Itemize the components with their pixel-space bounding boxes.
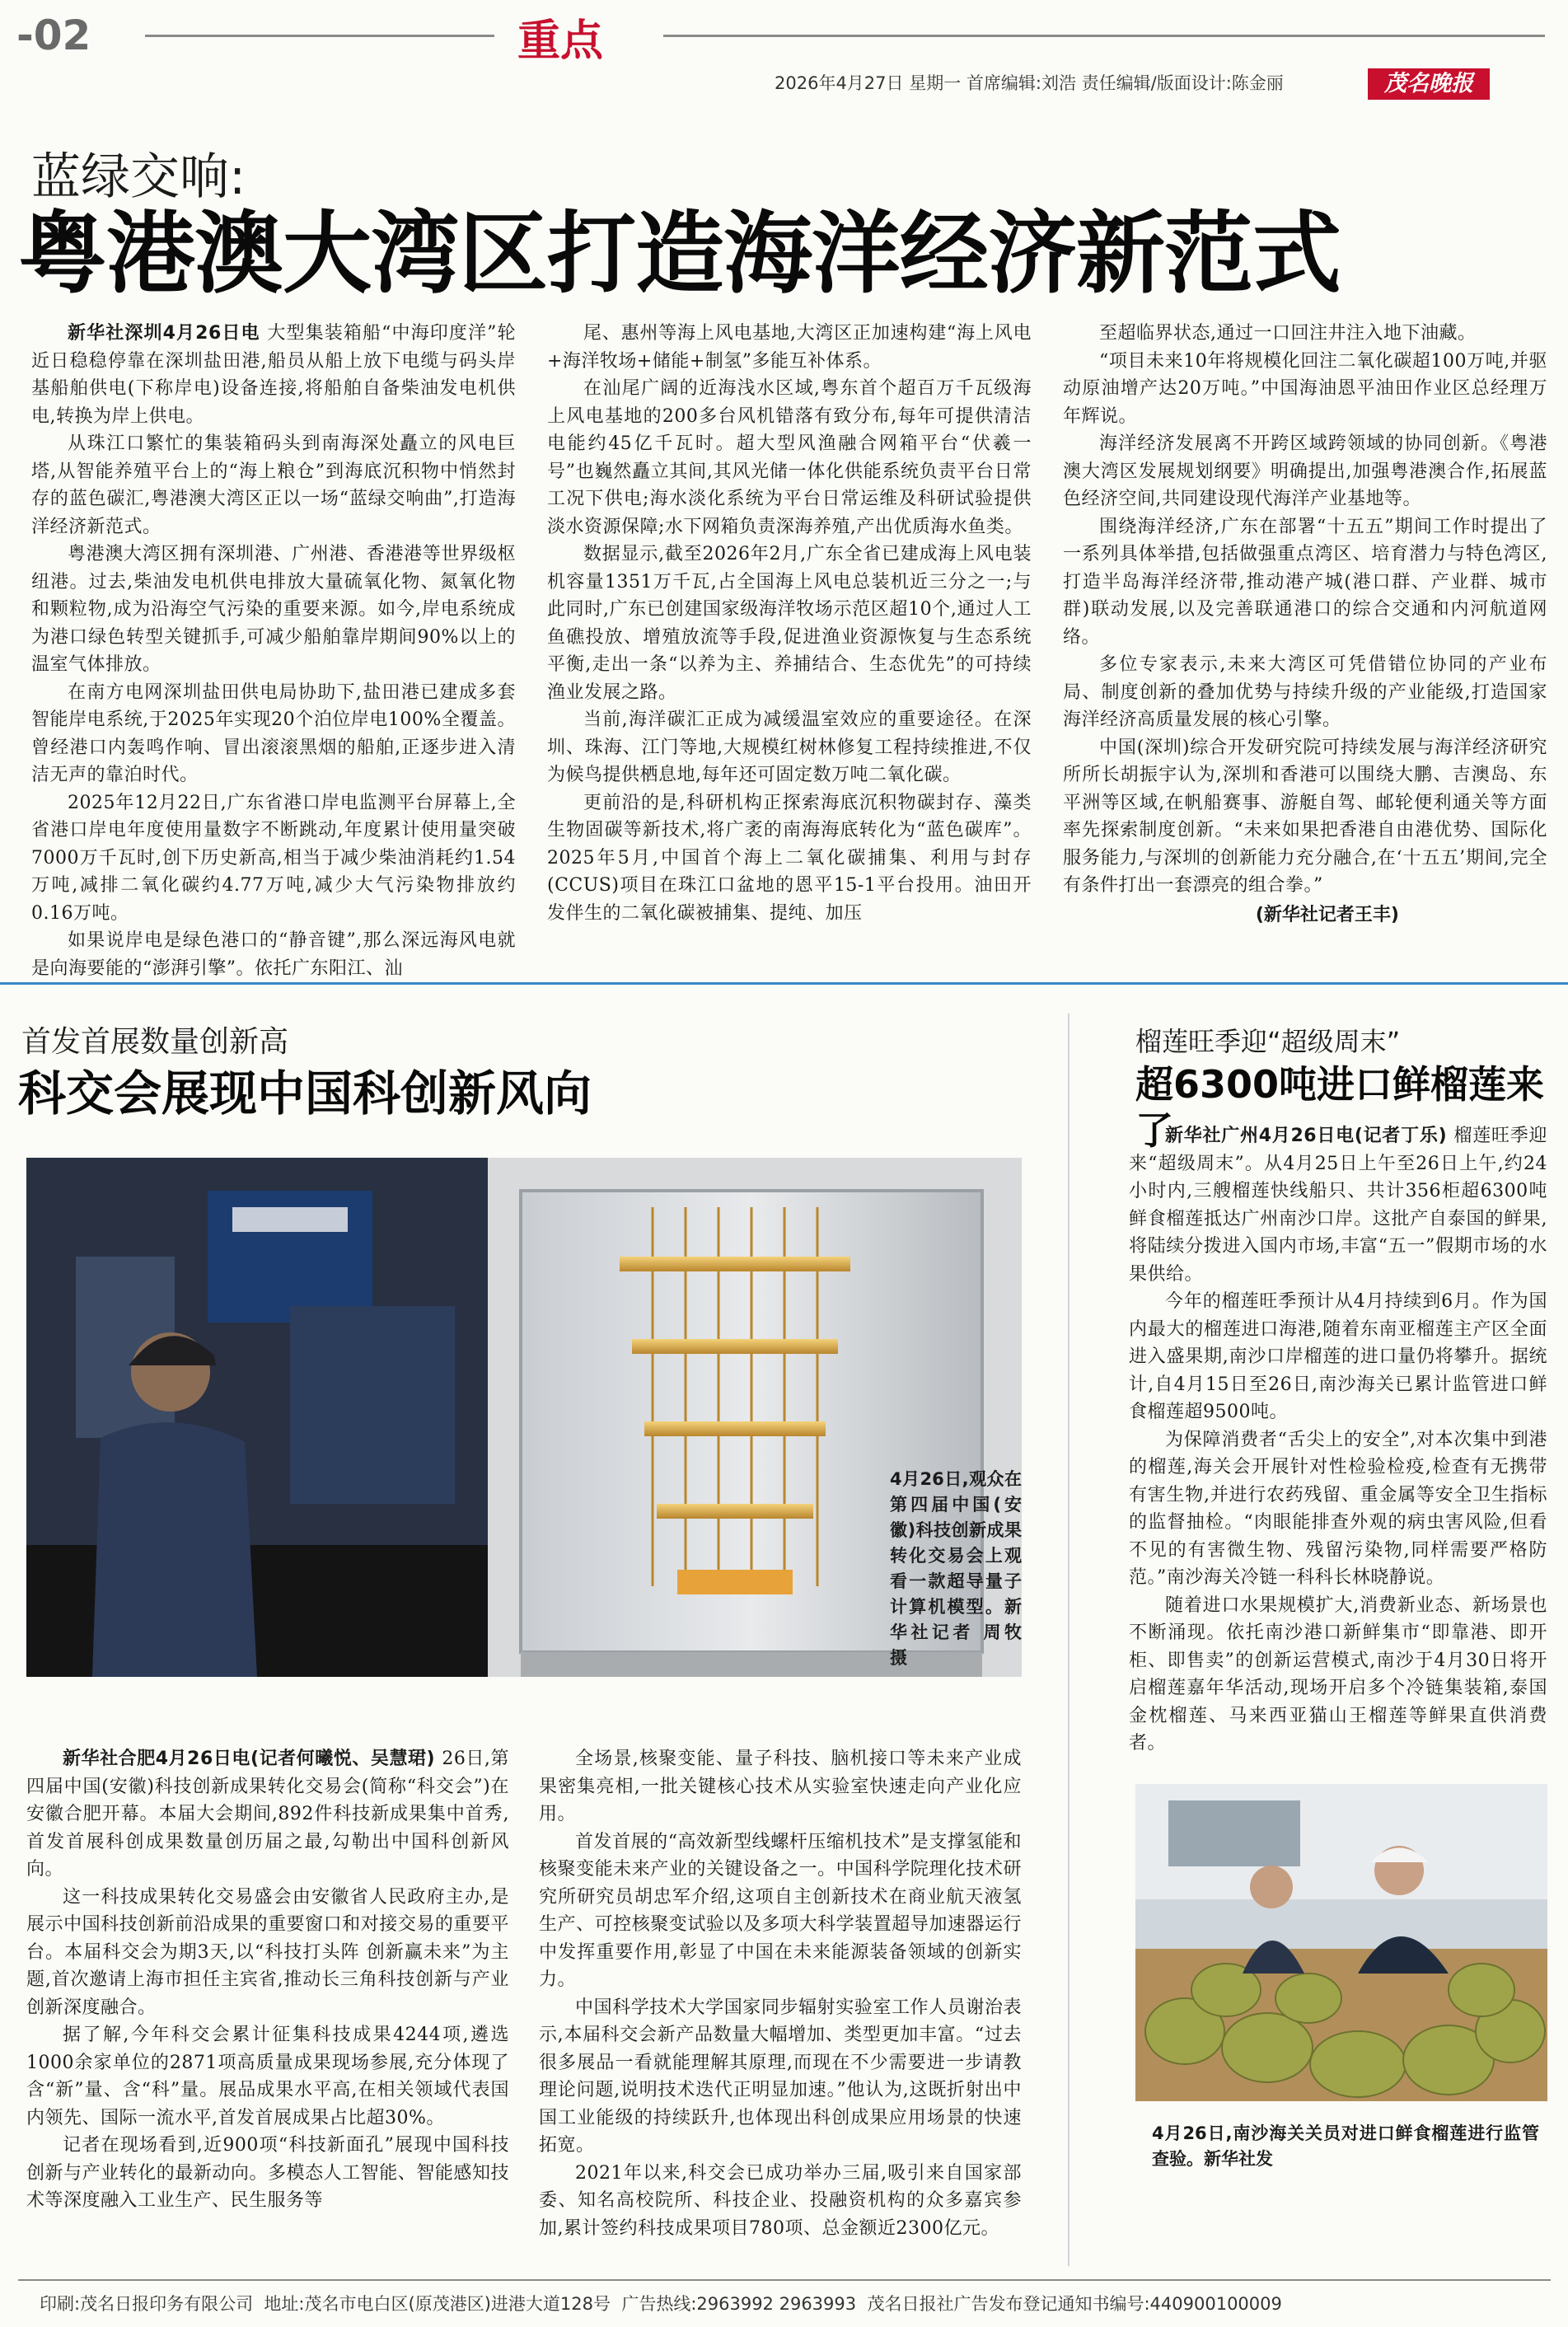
paragraph: [31, 927, 516, 982]
masthead-logo: 茂名晚报: [1368, 68, 1490, 100]
story2-column-2: [539, 1745, 1022, 2242]
durian-photo-caption: 4月26日,南沙海关关员对进口鲜食榴莲进行监管查验。新华社发: [1152, 2123, 1539, 2169]
paragraph-text: 粤港澳大湾区拥有深圳港、广州港、香港港等世界级枢纽港。过去,柴油发电机供电排放大量硫氧化物、氮氧化物和颗粒物,成为沿海空气污染的重要来源。如今,岸电系统成为港口绿色转型关键抓手,可减少船舶靠岸期间90%以上的温室气体排放。: [31, 544, 516, 675]
story1-kicker: 蓝绿交响:: [31, 148, 246, 206]
paragraph-text: 全场景,核聚变能、量子科技、脑机接口等未来产业成果密集亮相,一批关键核心技术从实验室快速走向产业化应用。: [539, 1749, 1022, 1824]
paragraph-text: 从珠江口繁忙的集装箱码头到南海深处矗立的风电巨塔,从智能养殖平台上的“海上粮仓”到海底沉积物中悄然封存的蓝色碳汇,粤港澳大湾区正以一场“蓝绿交响曲”,打造海洋经济新范式。: [31, 433, 516, 537]
paragraph-text: 2025年12月22日,广东省港口岸电监测平台屏幕上,全省港口岸电年度使用量数字不断跳动,年度累计使用量突破7000万千瓦时,创下历史新高,相当于减少柴油消耗约1.54万吨,减排二氧化碳约4.77万吨,减少大气污染物排放约0.16万吨。: [31, 792, 516, 924]
paragraph: [547, 789, 1032, 928]
paragraph-text: 榴莲旺季迎来“超级周末”。从4月25日上午至26日上午,约24小时内,三艘榴莲快线船只、共计356柜超6300吨鲜食榴莲抵达广州南沙口岸。这批产自泰国的鲜果,将陆续分拨进入国内市场,丰富“五一”假期市场的水果供给。: [1129, 1126, 1547, 1285]
paragraph: [31, 679, 516, 789]
paragraph: [547, 541, 1032, 706]
paragraph-text: 为保障消费者“舌尖上的安全”,对本次集中到港的榴莲,海关会开展针对性检验检疫,检查有无携带有害生物,并进行农药残留、重金属等安全卫生指标的监督抽检。“肉眼能排查外观的病虫害风险,但看不见的有害微生物、残留污染物,同样需要严格防范。”南沙海关冷链一科科长林晓静说。: [1129, 1429, 1547, 1588]
paragraph: [539, 1745, 1022, 1828]
paragraph: [26, 1745, 509, 1884]
paragraph-text: 据了解,今年科交会累计征集科技成果4244项,遴选1000余家单位的2871项高质量成果现场参展,充分体现了含“新”量、含“科”量。展品成果水平高,在相关领域代表国内领先、国际一流水平,首发首展成果占比超30%。: [26, 2025, 509, 2128]
paragraph-text: 在南方电网深圳盐田供电局协助下,盐田港已建成多套智能岸电系统,于2025年实现20个泊位岸电100%全覆盖。曾经港口内轰鸣作响、冒出滚滚黑烟的船舶,正逐步进入清洁无声的靠泊时代。: [31, 681, 516, 785]
story1-headline: 粤港澳大湾区打造海洋经济新范式: [18, 203, 1341, 306]
story1-column-2: [547, 320, 1032, 927]
section-label: 重点: [517, 16, 604, 66]
dateline: 新华社广州4月26日电(记者丁乐): [1165, 1126, 1454, 1146]
paragraph: [1063, 651, 1547, 734]
story1-column-1: [31, 320, 516, 982]
paragraph-text: 数据显示,截至2026年2月,广东全省已建成海上风电装机容量1351万千瓦,占全国海上风电总装机近三分之一;与此同时,广东已创建国家级海洋牧场示范区超10个,通过人工鱼礁投放、增殖放流等手段,促进渔业资源恢复与生态系统平衡,走出一条“以养为主、养捕结合、生态优先”的可持续渔业发展之路。: [547, 544, 1032, 703]
story2-headline: 科交会展现中国科创新风向: [18, 1065, 592, 1121]
paragraph: [539, 1994, 1022, 2160]
paragraph: [1129, 1592, 1547, 1758]
paragraph: [26, 1884, 509, 2022]
paragraph: [1129, 1288, 1547, 1426]
paragraph-text: 首发首展的“高效新型线螺杆压缩机技术”是支撑氢能和核聚变能未来产业的关键设备之一。中国科学院理化技术研究所研究员胡忠军介绍,这项自主创新技术在商业航天液氢生产、可控核聚变试验以及多项大科学装置超导加速器运行中发挥重要作用,彰显了中国在未来能源装备领域的创新实力。: [539, 1831, 1022, 1990]
paragraph: [1063, 320, 1547, 348]
paragraph: [1129, 1122, 1547, 1288]
story1-column-3: [1063, 320, 1547, 929]
paragraph-text: 这一科技成果转化交易盛会由安徽省人民政府主办,是展示中国科技创新前沿成果的重要窗口和对接交易的重要平台。本届科交会为期3天,以“科技打头阵 创新赢未来”为主题,首次邀请上海市担任主宾省,推动长三角科技创新与产业创新深度融合。: [26, 1886, 509, 2018]
header-info: 2026年4月27日 星期一 首席编辑:刘浩 责任编辑/版面设计:陈金丽: [775, 73, 1284, 93]
paragraph-text: 围绕海洋经济,广东在部署“十五五”期间工作时提出了一系列具体举措,包括做强重点湾区、培育潜力与特色湾区,打造半岛海洋经济带,推动港产城(港口群、产业群、城市群)联动发展,以及完善联通港口的综合交通和内河航道网络。: [1063, 516, 1547, 648]
paragraph-text: 尾、惠州等海上风电基地,大湾区正加速构建“海上风电+海洋牧场+储能+制氢”多能互补体系。: [547, 323, 1032, 372]
footer-rule: [18, 2279, 1551, 2281]
expo-photo-image: [26, 1158, 1022, 1677]
paragraph: [26, 2132, 509, 2215]
paragraph: [31, 541, 516, 679]
paragraph-text: 更前沿的是,科研机构正探索海底沉积物碳封存、藻类生物固碳等新技术,将广袤的南海海底转化为“蓝色碳库”。2025年5月,中国首个海上二氧化碳捕集、利用与封存(CCUS)项目在珠江口盆地的恩平15-1平台投用。油田开发伴生的二氧化碳被捕集、提纯、加压: [547, 792, 1032, 924]
paragraph: [539, 2160, 1022, 2243]
footer-text: 印刷:茂名日报印务有限公司 地址:茂名市电白区(原茂港区)进港大道128号 广告热线:2963992 2963993 茂名日报社广告发布登记通知书编号:440900100009: [40, 2294, 1282, 2314]
paragraph: [31, 320, 516, 430]
story3-body: [1129, 1122, 1547, 1758]
story1-byline: (新华社记者王丰): [1255, 904, 1399, 925]
paragraph-text: 2021年以来,科交会已成功举办三届,吸引来自国家部委、知名高校院所、科技企业、投融资机构的众多嘉宾参加,累计签约科技成果项目780项、总金额近2300亿元。: [539, 2162, 1022, 2239]
paragraph: [26, 2021, 509, 2132]
paragraph: [547, 375, 1032, 541]
paragraph-text: 大型集装箱船“中海印度洋”轮近日稳稳停靠在深圳盐田港,船员从船上放下电缆与码头岸基船舶供电(下称岸电)设备连接,将船舶自备柴油发电机供电,转换为岸上供电。: [31, 323, 516, 427]
paragraph-text: 记者在现场看到,近900项“科技新面孔”展现中国科技创新与产业转化的最新动向。多模态人工智能、智能感知技术等深度融入工业生产、民生服务等: [26, 2135, 509, 2211]
paragraph: [1063, 430, 1547, 513]
photo-caption-panel: [890, 1467, 1022, 1671]
story3-headline: 超6300吨进口鲜榴莲来了: [1135, 1062, 1545, 1153]
paragraph: [1063, 734, 1547, 900]
paragraph-text: 在汕尾广阔的近海浅水区域,粤东首个超百万千瓦级海上风电基地的200多台风机错落有致分布,每年可提供清洁电能约45亿千瓦时。超大型风渔融合网箱平台“伏羲一号”也巍然矗立其间,其风光储一体化供能系统负责平台日常工况下供电;海水淡化系统为平台日常运维及科研试验提供淡水资源保障;水下网箱负责深海养殖,产出优质海水鱼类。: [547, 378, 1032, 537]
paragraph: [547, 320, 1032, 375]
paragraph-text: 多位专家表示,未来大湾区可凭借错位协同的产业布局、制度创新的叠加优势与持续升级的产业能级,打造国家海洋经济高质量发展的核心引擎。: [1063, 654, 1547, 730]
paragraph-text: 海洋经济发展离不开跨区域跨领域的协同创新。《粤港澳大湾区发展规划纲要》明确提出,加强粤港澳合作,拓展蓝色经济空间,共同建设现代海洋产业基地等。: [1063, 433, 1547, 509]
column-divider: [1068, 1014, 1070, 2266]
paragraph-text: 至超临界状态,通过一口回注井注入地下油藏。: [1099, 323, 1477, 344]
dateline: 新华社深圳4月26日电: [68, 323, 268, 344]
paragraph-text: 中国(深圳)综合开发研究院可持续发展与海洋经济研究所所长胡振宇认为,深圳和香港可以围绕大鹏、吉澳岛、东平洲等区域,在帆船赛事、游艇自驾、邮轮便利通关等方面率先探索制度创新。“未来如果把香港自由港优势、国际化服务能力,与深圳的创新能力充分融合,在‘十五五’期间,完全有条件打出一套漂亮的组合拳。”: [1063, 737, 1547, 896]
paragraph-text: “项目未来10年将规模化回注二氧化碳超100万吨,并驱动原油增产达20万吨。”中国海油恩平油田作业区总经理万年辉说。: [1063, 350, 1547, 427]
durian-photo-image: [1135, 1784, 1547, 2101]
story2-column-1: [26, 1745, 509, 2215]
paragraph: [539, 1828, 1022, 1994]
header-rule-right: [663, 35, 1545, 37]
header-rule-left: [145, 35, 494, 37]
paragraph-text: 如果说岸电是绿色港口的“静音键”,那么深远海风电就是向海要能的“澎湃引擎”。依托广东阳江、汕: [31, 930, 516, 979]
paragraph: [1063, 513, 1547, 652]
paragraph: [31, 430, 516, 541]
paragraph-text: 中国科学技术大学国家同步辐射实验室工作人员谢治表示,本届科交会新产品数量大幅增加、类型更加丰富。“过去很多展品一看就能理解其原理,而现在不少需要进一步请教理论问题,说明技术迭代正明显加速。”他认为,这既折射出中国工业能级的持续跃升,也体现出科创成果应用场景的快速拓宽。: [539, 1997, 1022, 2156]
expo-photo: [26, 1158, 1022, 1677]
story3-kicker: 榴莲旺季迎“超级周末”: [1135, 1026, 1401, 1057]
page-number: -02: [16, 12, 91, 59]
paragraph-text: 今年的榴莲旺季预计从4月持续到6月。作为国内最大的榴莲进口海港,随着东南亚榴莲主产区全面进入盛果期,南沙口岸榴莲的进口量仍将攀升。据统计,自4月15日至26日,南沙海关已累计监管进口鲜食榴莲超9500吨。: [1129, 1291, 1547, 1422]
paragraph: [1063, 348, 1547, 431]
section-divider: [0, 982, 1568, 985]
paragraph-text: 26日,第四届中国(安徽)科技创新成果转化交易会(简称“科交会”)在安徽合肥开幕。本届大会期间,892件科技新成果集中首秀,首发首展科创成果数量创历届之最,勾勒出中国科创新风向。: [26, 1749, 509, 1880]
paragraph: [547, 706, 1032, 789]
paragraph: [31, 789, 516, 928]
durian-caption-box: [1152, 2121, 1539, 2172]
durian-photo: [1135, 1784, 1547, 2101]
paragraph: [1129, 1426, 1547, 1592]
story2-kicker: 首发首展数量创新高: [21, 1025, 289, 1059]
paragraph-text: 当前,海洋碳汇正成为减缓温室效应的重要途径。在深圳、珠海、江门等地,大规模红树林修复工程持续推进,不仅为候鸟提供栖息地,每年还可固定数万吨二氧化碳。: [547, 709, 1032, 785]
paragraph-text: 随着进口水果规模扩大,消费新业态、新场景也不断涌现。依托南沙港口新鲜集市“即靠港、即开柜、即售卖”的创新运营模式,南沙于4月30日将开启榴莲嘉年华活动,现场开启多个冷链集装箱,泰国金枕榴莲、马来西亚猫山王榴莲等鲜果直供消费者。: [1129, 1594, 1547, 1753]
expo-photo-caption: 4月26日,观众在第四届中国(安徽)科技创新成果转化交易会上观看一款超导量子计算机模型。新华社记者 周牧 摄: [890, 1469, 1022, 1668]
dateline: 新华社合肥4月26日电(记者何曦悦、吴慧珺): [63, 1749, 442, 1769]
